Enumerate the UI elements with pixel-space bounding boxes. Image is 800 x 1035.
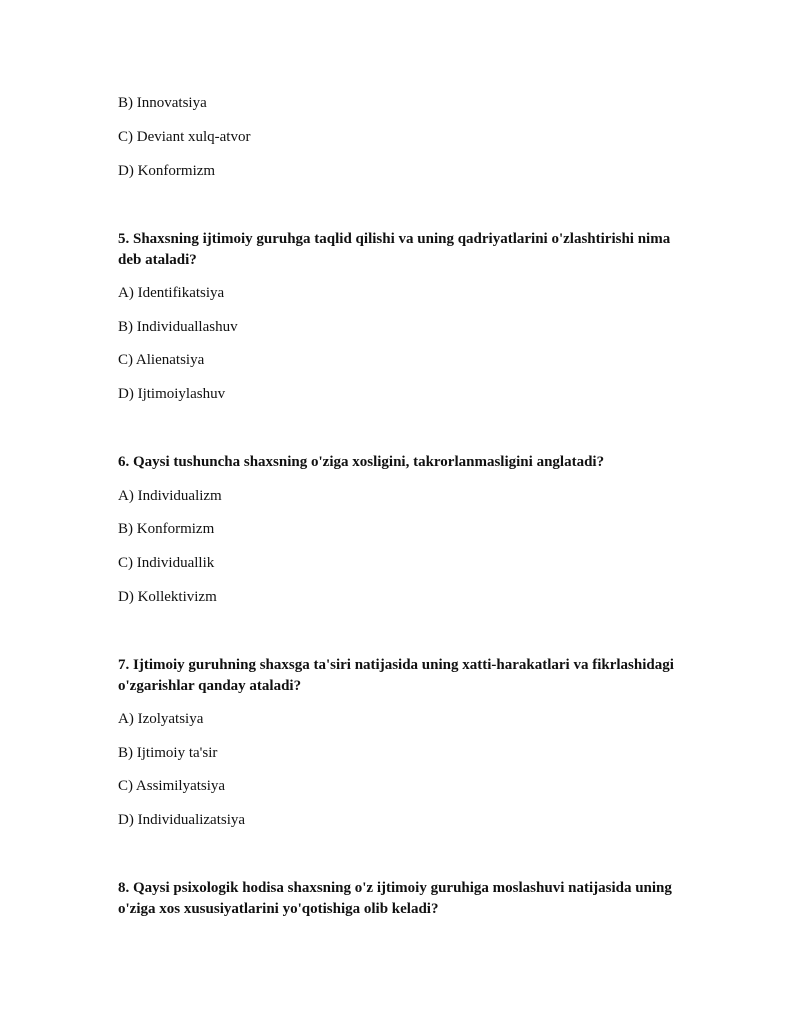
question-6: 6. Qaysi tushuncha shaxsning o'ziga xosligini, takrorlanmasligini anglatadi?: [118, 454, 605, 470]
option-c-deviant: C) Deviant xulq-atvor: [118, 129, 251, 145]
question-7-option-a: A) Izolyatsiya: [118, 711, 204, 727]
question-6-option-a: A) Individualizm: [118, 488, 222, 504]
question-5: 5. Shaxsning ijtimoiy guruhga taqlid qilishi va uning qadriyatlarini o'zlashtirishi nima deb ataladi?: [118, 231, 671, 268]
question-6-option-d: D) Kollektivizm: [118, 589, 217, 605]
question-6-option-b: B) Konformizm: [118, 521, 215, 537]
question-7-option-d: D) Individualizatsiya: [118, 812, 246, 828]
question-5-option-d: D) Ijtimoiylashuv: [118, 386, 226, 402]
question-8: 8. Qaysi psixologik hodisa shaxsning o'z ijtimoiy guruhiga moslashuvi natijasida uning o'ziga xos xususiyatlarini yo'qotishiga olib keladi?: [118, 880, 672, 917]
option-d-konformizm: D) Konformizm: [118, 163, 216, 179]
option-b-innovatsiya: B) Innovatsiya: [118, 95, 207, 111]
question-7: 7. Ijtimoiy guruhning shaxsga ta'siri natijasida uning xatti-harakatlari va fikrlashidagi o'zgarishlar qanday ataladi?: [118, 657, 674, 694]
question-5-option-b: B) Individuallashuv: [118, 319, 238, 335]
question-5-option-c: C) Alienatsiya: [118, 352, 205, 368]
question-7-option-b: B) Ijtimoiy ta'sir: [118, 745, 218, 761]
question-5-option-a: A) Identifikatsiya: [118, 285, 225, 301]
question-7-option-c: C) Assimilyatsiya: [118, 778, 226, 794]
question-6-option-c: C) Individuallik: [118, 555, 215, 571]
